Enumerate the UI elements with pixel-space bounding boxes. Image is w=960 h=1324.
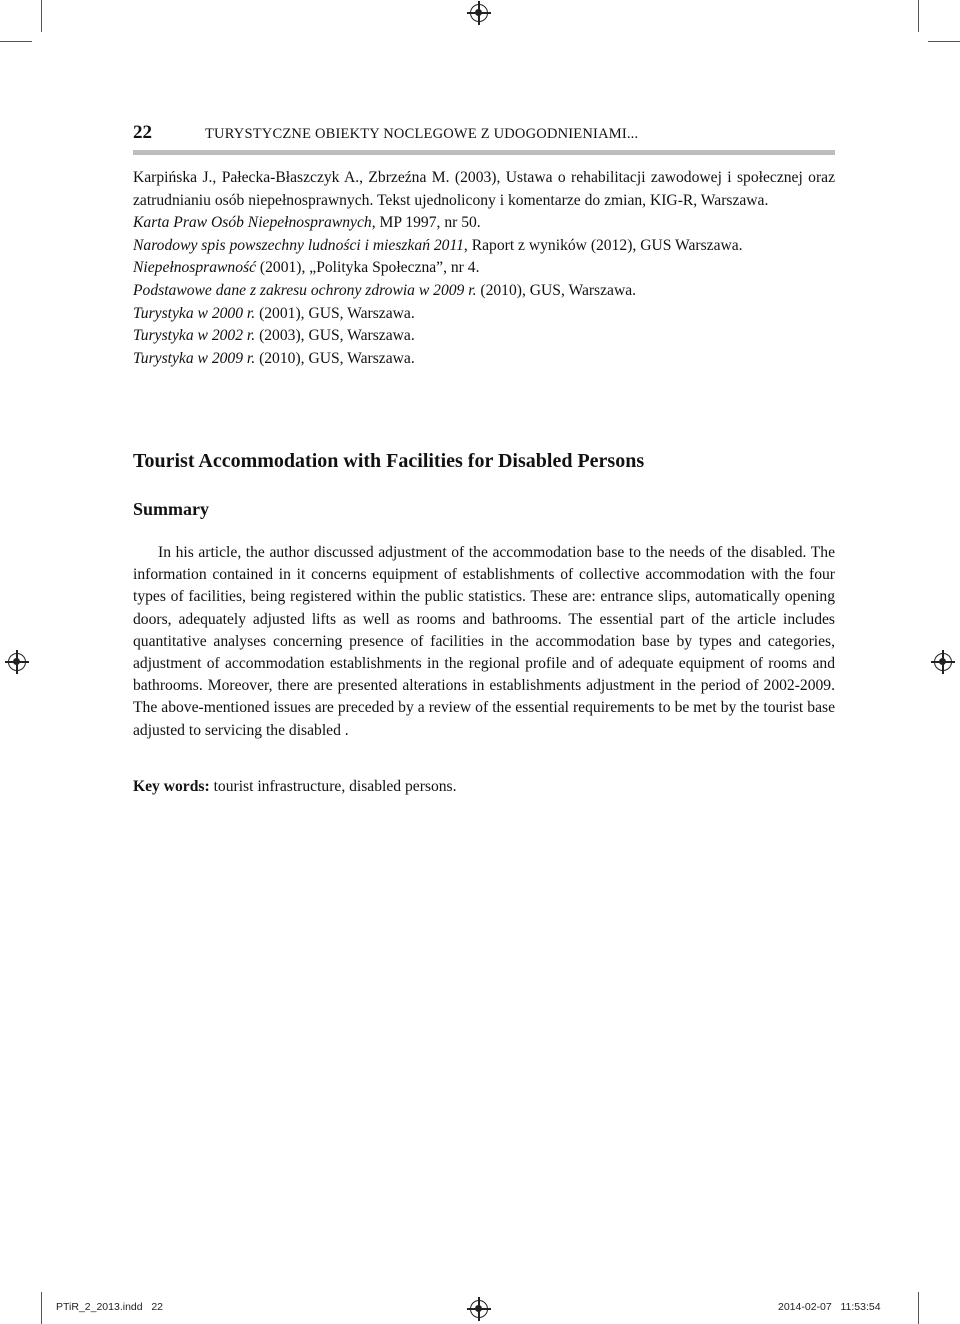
reference-item <box>133 280 835 303</box>
reference-italic: Turystyka w 2002 r. <box>133 327 256 345</box>
reference-italic: Karta Praw Osób Niepełnosprawnych <box>133 214 372 232</box>
crop-mark-tl-h <box>0 41 32 42</box>
reference-item <box>133 212 835 235</box>
english-title: Tourist Accommodation with Facilities for Disabled Persons <box>133 450 645 472</box>
reference-italic: Podstawowe dane z zakresu ochrony zdrowia w 2009 r. <box>133 281 477 299</box>
reference-text: (2001), GUS, Warszawa. <box>255 304 415 322</box>
running-header <box>133 122 833 152</box>
slug-timestamp: 2014-02-07 11:53:54 <box>778 1301 881 1313</box>
running-title: TURYSTYCZNE OBIEKTY NOCLEGOWE Z UDOGODNIENIAMI... <box>205 126 639 142</box>
reference-text: (2003), GUS, Warszawa. <box>255 327 415 345</box>
summary-body: In his article, the author discussed adjustment of the accommodation base to the needs of the disabled. The information contained in it concerns equipment of establishments of collective accommodation with the four types of facilities, being registered within the public statistics. These are: entrance slips, automatically opening doors, adequately adjusted lifts as well as rooms and bathrooms. The essential part of the article includes quantitative analyses concerning presence of facilities in the accommodation base by types and categories, adjustment of accommodation establishments in the regional profile and of adequate equipment of rooms and bathrooms. Moreover, there are presented alterations in establishments adjustment in the period of 2002-2009. The above-mentioned issues are preceded by a review of the essential requirements to be met by the tourist base adjusted to servicing the disabled . <box>133 544 835 739</box>
reference-item <box>133 325 835 348</box>
keywords <box>133 778 457 796</box>
reference-italic: Turystyka w 2000 r. <box>133 304 256 322</box>
reference-text: (2010), GUS, Warszawa. <box>476 281 637 299</box>
registration-mark-icon <box>8 653 26 671</box>
keywords-label: Key words: <box>133 778 210 795</box>
slug-filename: PTiR_2_2013.indd 22 <box>56 1301 164 1313</box>
crop-mark-tl-v <box>41 0 42 32</box>
page-number: 22 <box>133 122 152 143</box>
crop-mark-tr-h <box>928 41 960 42</box>
reference-text: (2010), GUS, Warszawa. <box>255 349 415 367</box>
reference-item <box>133 235 835 258</box>
reference-italic: Turystyka w 2009 r. <box>133 349 256 367</box>
header-rule <box>133 150 835 155</box>
registration-mark-icon <box>470 4 488 22</box>
reference-item <box>133 303 835 326</box>
reference-list <box>133 167 835 370</box>
crop-mark-tr-v <box>918 0 919 32</box>
reference-item <box>133 257 835 280</box>
reference-italic: Niepełnosprawność <box>133 259 257 277</box>
reference-italic: Narodowy spis powszechny ludności i mieszkań 2011 <box>133 236 464 254</box>
summary-heading: Summary <box>133 499 209 519</box>
reference-item <box>133 167 835 212</box>
registration-mark-icon <box>934 653 952 671</box>
keywords-value: tourist infrastructure, disabled persons. <box>209 778 457 795</box>
reference-text: , Raport z wyników (2012), GUS Warszawa. <box>463 236 743 254</box>
reference-text: Karpińska J., Pałecka-Błaszczyk A., Zbrzeźna M. (2003), Ustawa o rehabilitacji zawodowej i społecznej oraz zatrudnianiu osób niepełnosprawnych. Tekst ujednolicony i komentarze do zmian, KIG-R, Warszawa. <box>133 169 835 209</box>
reference-text: (2001), „Polityka Społeczna”, nr 4. <box>256 259 480 277</box>
reference-text: , MP 1997, nr 50. <box>371 214 481 232</box>
reference-item <box>133 348 835 371</box>
print-slug <box>0 1298 960 1318</box>
